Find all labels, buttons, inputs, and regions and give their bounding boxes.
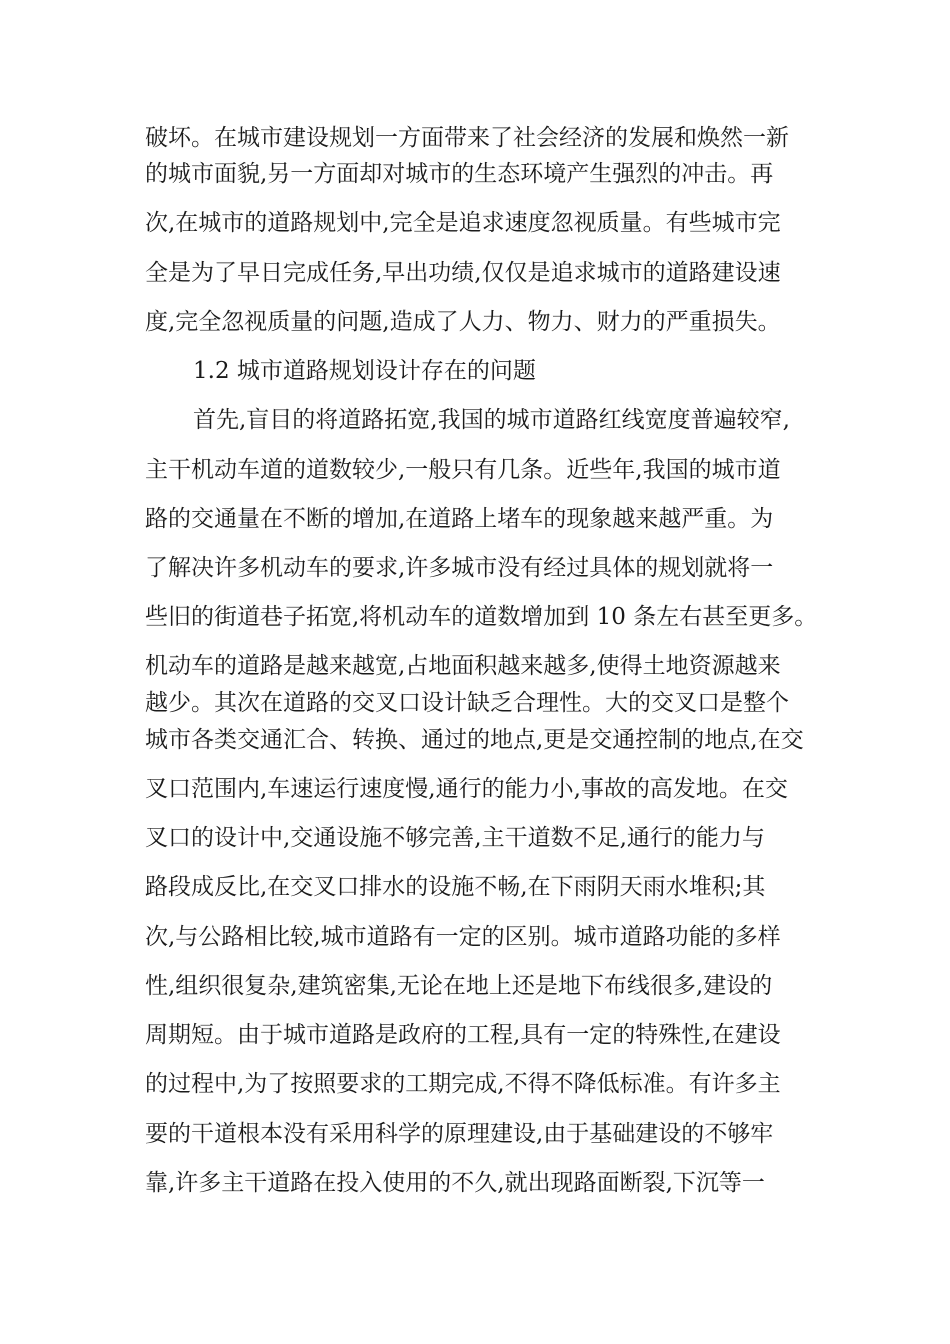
body-text-line: 性,组织很复杂,建筑密集,无论在地上还是地下布线很多,建设的 (145, 973, 773, 999)
body-text-line: 靠,许多主干道路在投入使用的不久,就出现路面断裂,下沉等一 (145, 1170, 765, 1196)
body-text-line: 首先,盲目的将道路拓宽,我国的城市道路红线宽度普遍较窄, (193, 407, 790, 433)
body-text-line: 叉口的设计中,交通设施不够完善,主干道数不足,通行的能力与 (145, 825, 765, 851)
body-text-line: 路的交通量在不断的增加,在道路上堵车的现象越来越严重。为 (145, 506, 774, 532)
body-text-line: 全是为了早日完成任务,早出功绩,仅仅是追求城市的道路建设速 (145, 260, 781, 286)
body-text-line: 度,完全忽视质量的问题,造成了人力、物力、财力的严重损失。 (145, 309, 781, 335)
body-text-line: 的城市面貌,另一方面却对城市的生态环境产生强烈的冲击。再 (145, 161, 774, 187)
body-text-line: 城市各类交通汇合、转换、通过的地点,更是交通控制的地点,在交 (145, 727, 804, 753)
body-text-line: 越少。其次在道路的交叉口设计缺乏合理性。大的交叉口是整个 (145, 690, 789, 716)
section-heading: 1.2 城市道路规划设计存在的问题 (193, 358, 536, 384)
body-text-line: 次,与公路相比较,城市道路有一定的区别。城市道路功能的多样 (145, 924, 781, 950)
body-text-line: 周期短。由于城市道路是政府的工程,具有一定的特殊性,在建设 (145, 1022, 781, 1048)
body-text-line: 的过程中,为了按照要求的工期完成,不得不降低标准。有许多主 (145, 1071, 781, 1097)
body-text-line: 要的干道根本没有采用科学的原理建设,由于基础建设的不够牢 (145, 1121, 774, 1147)
body-text-line: 次,在城市的道路规划中,完全是追求速度忽视质量。有些城市完 (145, 210, 781, 236)
body-text-line: 路段成反比,在交叉口排水的设施不畅,在下雨阴天雨水堆积;其 (145, 874, 766, 900)
body-text-line: 些旧的街道巷子拓宽,将机动车的道数增加到 10 条左右甚至更多。 (145, 604, 818, 630)
body-text-line: 叉口范围内,车速运行速度慢,通行的能力小,事故的高发地。在交 (145, 776, 788, 802)
body-text-line: 机动车的道路是越来越宽,占地面积越来越多,使得土地资源越来 (145, 653, 781, 679)
body-text-line: 破坏。在城市建设规划一方面带来了社会经济的发展和焕然一新 (145, 125, 789, 151)
body-text-line: 主干机动车道的道数较少,一般只有几条。近些年,我国的城市道 (145, 457, 781, 483)
body-text-line: 了解决许多机动车的要求,许多城市没有经过具体的规划就将一 (145, 555, 774, 581)
